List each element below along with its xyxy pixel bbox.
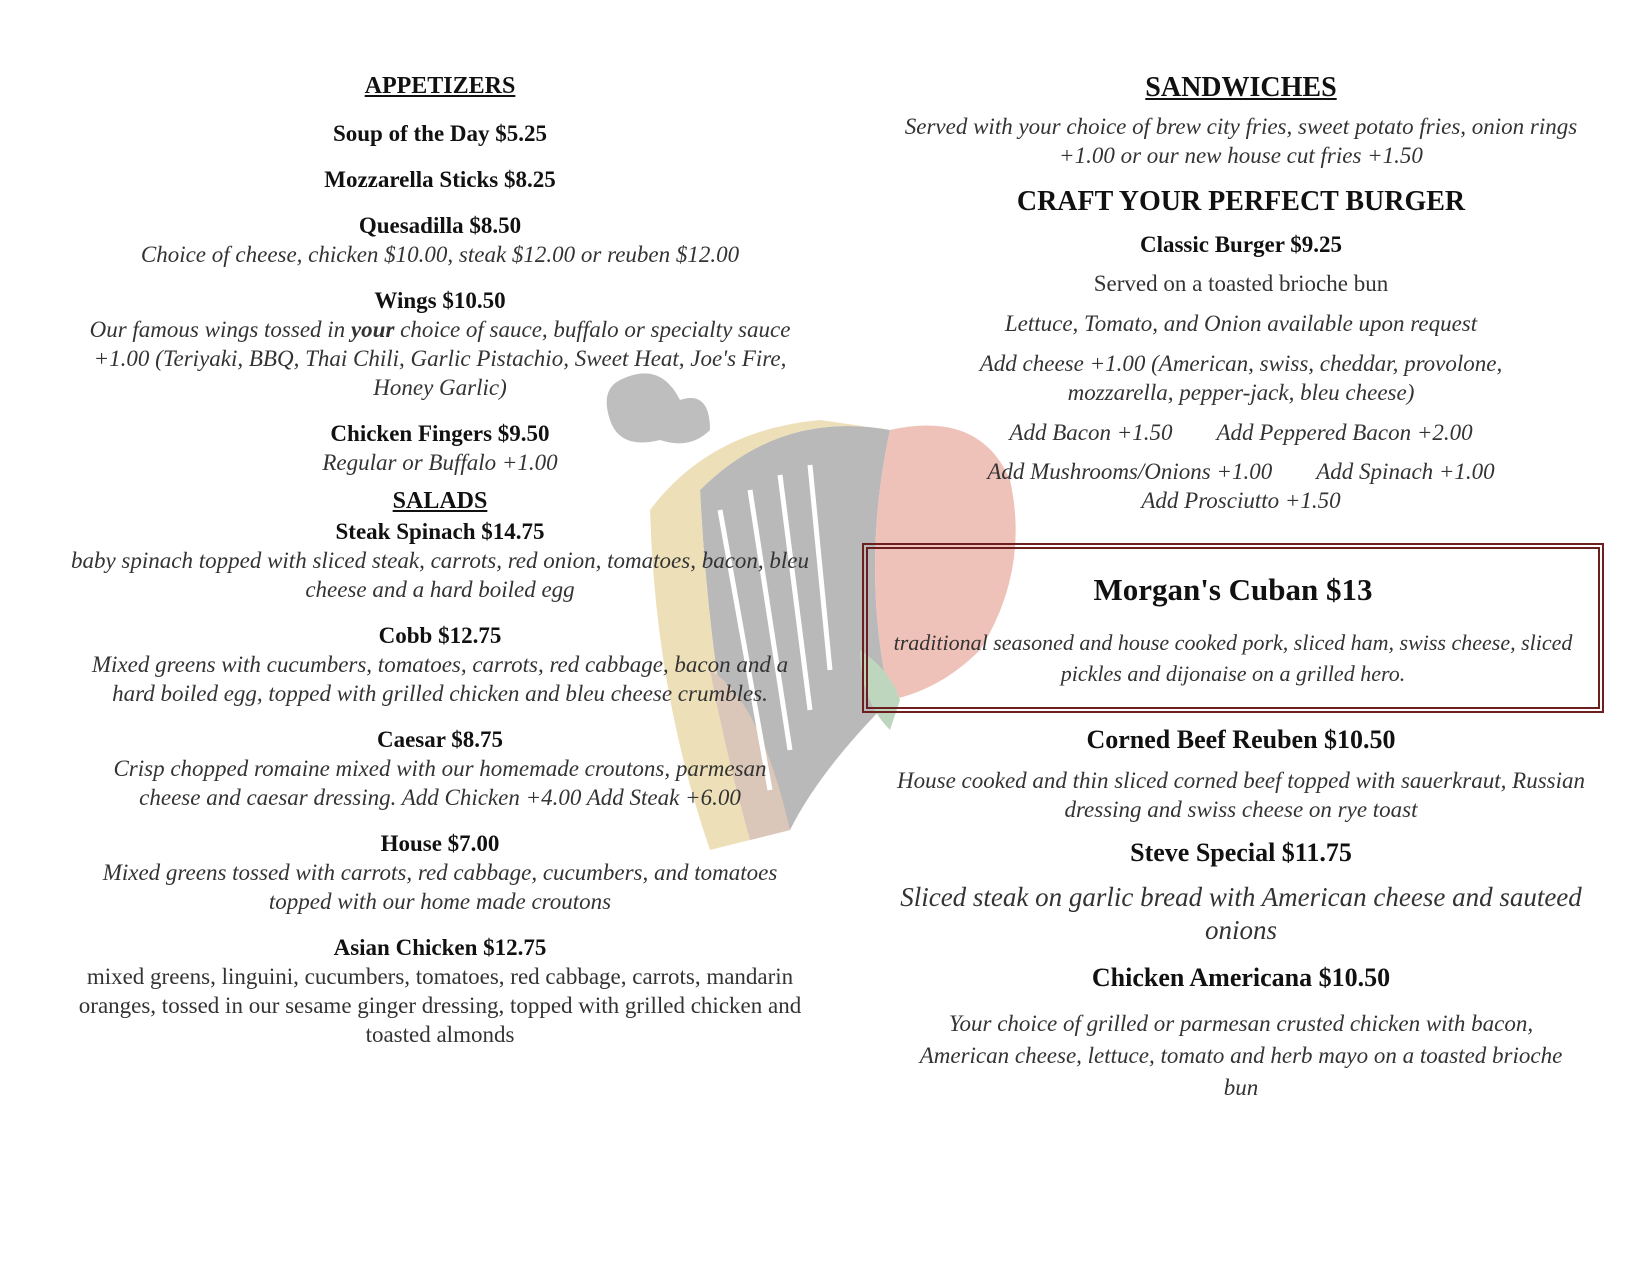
craft-burger-heading: CRAFT YOUR PERFECT BURGER [1016, 186, 1466, 217]
chicken-fingers-item: Chicken Fingers $9.50 [330, 421, 550, 446]
caesar-item: Caesar $8.75 [376, 727, 504, 752]
add-peppered-bacon-option: Add Peppered Bacon +2.00 [1216, 420, 1473, 445]
wings-desc: Our famous wings tossed in your choice of sauce, buffalo or specialty sauce +1.00 (Teriyaki, BBQ, Thai Chili, Garlic Pistachio, Sweet Heat, Joe's Fire, Honey Garlic) [89, 317, 791, 400]
quesadilla-desc: Choice of cheese, chicken $10.00, steak $12.00 or reuben $12.00 [140, 242, 740, 267]
lto-note: Lettuce, Tomato, and Onion available upon request [1004, 311, 1478, 336]
caesar-desc: Crisp chopped romaine mixed with our homemade croutons, parmesan cheese and caesar dressing. Add Chicken +4.00 Add Steak +6.00 [113, 756, 767, 810]
add-prosciutto-option: Add Prosciutto +1.50 [1141, 488, 1341, 513]
cuban-desc: traditional seasoned and house cooked pork, sliced ham, swiss cheese, sliced pickles and dijonaise on a grilled hero. [893, 630, 1573, 686]
cuban-item: Morgan's Cuban $13 [1093, 572, 1373, 607]
wings-desc-emphasis: your [350, 317, 395, 342]
house-item: House $7.00 [380, 831, 500, 856]
chicken-fingers-desc: Regular or Buffalo +1.00 [322, 450, 558, 475]
chicken-americana-desc: Your choice of grilled or parmesan crusted chicken with bacon, American cheese, lettuce, tomato and herb mayo on a toasted brioche bun [919, 1011, 1563, 1100]
add-bacon-option: Add Bacon +1.50 [1009, 420, 1173, 445]
mozzarella-item: Mozzarella Sticks $8.25 [324, 167, 556, 192]
reuben-item: Corned Beef Reuben $10.50 [1086, 725, 1396, 754]
cobb-item: Cobb $12.75 [378, 623, 502, 648]
house-desc: Mixed greens tossed with carrots, red cabbage, cucumbers, and tomatoes topped with our home made croutons [102, 860, 778, 914]
reuben-desc: House cooked and thin sliced corned beef topped with sauerkraut, Russian dressing and swiss cheese on rye toast [897, 768, 1585, 822]
sandwiches-heading: SANDWICHES [1145, 72, 1337, 103]
appetizers-heading: APPETIZERS [364, 73, 516, 99]
asian-chicken-desc: mixed greens, linguini, cucumbers, tomatoes, red cabbage, carrots, mandarin oranges, tossed in our sesame ginger dressing, topped with grilled chicken and toasted almonds [78, 964, 802, 1047]
mushroom-spinach-options [870, 457, 1612, 486]
right-column [870, 70, 1612, 1104]
soup-item: Soup of the Day $5.25 [332, 121, 548, 146]
classic-burger-item: Classic Burger $9.25 [1139, 232, 1343, 257]
left-column [70, 70, 810, 1049]
salads-heading: SALADS [392, 488, 488, 514]
add-spinach-option: Add Spinach +1.00 [1316, 459, 1495, 484]
add-mushrooms-option: Add Mushrooms/Onions +1.00 [987, 459, 1273, 484]
featured-cuban-box [862, 543, 1604, 713]
chicken-americana-item: Chicken Americana $10.50 [1091, 963, 1391, 992]
wings-item: Wings $10.50 [374, 288, 506, 313]
add-cheese-option: Add cheese +1.00 (American, swiss, cheddar, provolone, mozzarella, pepper-jack, bleu cheese) [979, 351, 1503, 405]
bacon-options [870, 418, 1612, 447]
quesadilla-item: Quesadilla $8.50 [358, 213, 522, 238]
steve-special-item: Steve Special $11.75 [1130, 838, 1352, 867]
asian-chicken-item: Asian Chicken $12.75 [333, 935, 547, 960]
cobb-desc: Mixed greens with cucumbers, tomatoes, carrots, red cabbage, bacon and a hard boiled egg, topped with grilled chicken and bleu cheese crumbles. [91, 652, 789, 706]
steak-spinach-desc: baby spinach topped with sliced steak, carrots, red onion, tomatoes, bacon, bleu cheese and a hard boiled egg [70, 548, 810, 602]
sandwiches-intro: Served with your choice of brew city fries, sweet potato fries, onion rings +1.00 or our new house cut fries +1.50 [904, 114, 1578, 168]
classic-bun-note: Served on a toasted brioche bun [1093, 271, 1389, 296]
steve-special-desc: Sliced steak on garlic bread with American cheese and sauteed onions [900, 882, 1582, 945]
steak-spinach-item: Steak Spinach $14.75 [335, 519, 545, 544]
